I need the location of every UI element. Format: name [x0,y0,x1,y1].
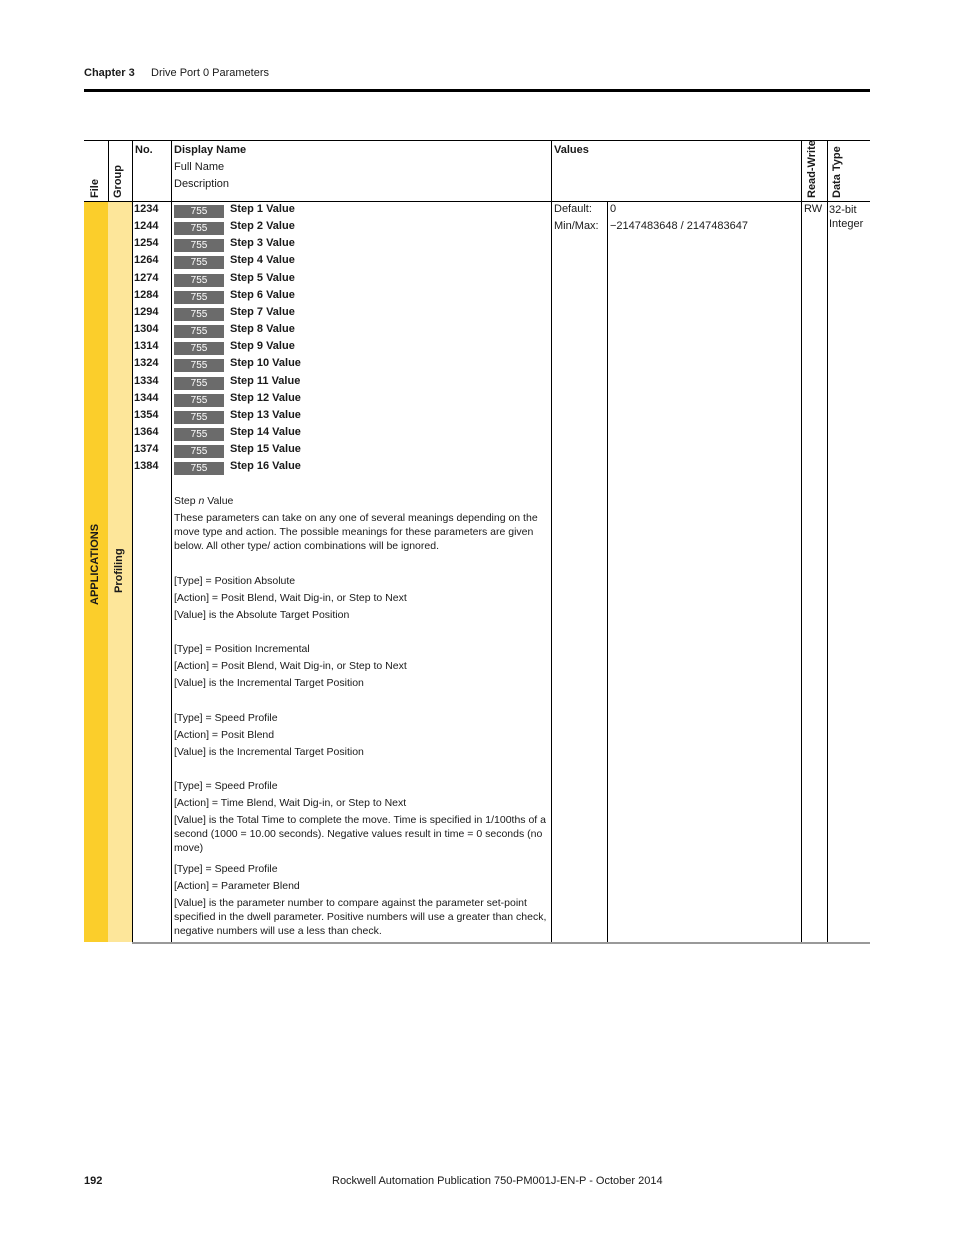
series-tag-badge: 755 [174,359,224,372]
series-tag-badge: 755 [174,377,224,390]
series-tag-badge: 755 [174,239,224,252]
param-number: 1264 [134,254,159,266]
series-tag-badge: 755 [174,308,224,321]
full-name-italic: n [198,495,205,507]
series-tag-badge: 755 [174,205,224,218]
series-tag-badge: 755 [174,428,224,441]
description-line: [Type] = Speed Profile [174,863,278,875]
col-divider [132,140,133,942]
full-name-header: Full Name [174,161,225,173]
series-tag-badge: 755 [174,462,224,475]
no-header: No. [135,144,153,156]
page-number: 192 [84,1175,103,1187]
default-label: Default: [554,203,592,215]
param-display-name: Step 11 Value [230,375,301,387]
publication-info: Rockwell Automation Publication 750-PM001J-EN-P - October 2014 [332,1175,663,1187]
data-type-header: Data Type [831,146,843,198]
series-tag-badge: 755 [174,274,224,287]
param-number: 1254 [134,237,159,249]
full-name-suffix: Value [204,495,234,507]
description-line: [Type] = Speed Profile [174,712,278,724]
description-block [174,642,552,690]
table-bottom-rule [132,942,870,944]
param-display-name: Step 5 Value [230,272,295,284]
param-number: 1354 [134,409,159,421]
description-line: [Action] = Posit Blend, Wait Dig-in, or Step to Next [174,592,407,604]
description-line: [Value] is the Absolute Target Position [174,609,350,621]
param-display-name: Step 14 Value [230,426,301,438]
group-header: Group [112,165,124,198]
series-tag-badge: 755 [174,256,224,269]
param-display-name: Step 13 Value [230,409,301,421]
series-tag-badge: 755 [174,325,224,338]
description-line: [Value] is the parameter number to compare against the parameter set-point specified in the dwell parameter. Positive numbers will use a greater than check, negative numbers will use a less than check. [174,897,547,937]
param-display-name: Step 8 Value [230,323,295,335]
description-line: [Value] is the Incremental Target Position [174,677,364,689]
series-tag-badge: 755 [174,394,224,407]
description-block [174,574,552,622]
param-number: 1244 [134,220,159,232]
file-header: File [89,179,101,198]
param-number: 1304 [134,323,159,335]
description-intro: These parameters can take on any one of several meanings depending on the move type and action. The possible meanings for these parameters are given below. All other type/ action combinations will be ignored. [174,512,538,552]
description-line: [Type] = Position Absolute [174,575,296,587]
chapter-label: Chapter 3 [84,67,135,79]
description-line: [Type] = Speed Profile [174,780,278,792]
param-number: 1374 [134,443,159,455]
param-display-name: Step 6 Value [230,289,295,301]
description-line: [Action] = Time Blend, Wait Dig-in, or Step to Next [174,797,407,809]
param-number: 1324 [134,357,159,369]
header-bottom-rule [84,201,870,202]
param-number: 1284 [134,289,159,301]
series-tag-badge: 755 [174,411,224,424]
col-divider [108,140,109,202]
param-number: 1274 [134,272,159,284]
group-label: Profiling [113,548,125,593]
read-write-value: RW [804,203,823,215]
param-display-name: Step 2 Value [230,220,295,232]
read-write-header: Read-Write [806,140,818,198]
param-display-name: Step 10 Value [230,357,301,369]
series-tag-badge: 755 [174,342,224,355]
series-tag-badge: 755 [174,445,224,458]
description-header: Description [174,178,230,190]
description-line: [Value] is the Total Time to complete the move. Time is specified in 1/100ths of a second (1000 = 10.00 seconds). Negative values result in time = 0 seconds (no move) [174,814,546,854]
description-line: [Action] = Posit Blend [174,729,275,741]
full-name-prefix: Step [174,495,199,507]
data-type-value: 32-bit Integer [829,204,864,230]
minmax-value: −2147483648 / 2147483647 [610,220,748,232]
param-number: 1384 [134,460,159,472]
param-display-name: Step 9 Value [230,340,295,352]
param-number: 1364 [134,426,159,438]
param-display-name: Step 7 Value [230,306,295,318]
values-header: Values [554,144,589,156]
description-line: [Action] = Posit Blend, Wait Dig-in, or Step to Next [174,660,407,672]
description-line: [Type] = Position Incremental [174,643,310,655]
description-line: [Value] is the Incremental Target Position [174,746,364,758]
param-number: 1314 [134,340,159,352]
param-display-name: Step 3 Value [230,237,295,249]
minmax-label: Min/Max: [554,220,599,232]
description-block [174,862,552,938]
display-name-header: Display Name [174,144,247,156]
param-number: 1334 [134,375,159,387]
full-name [174,494,552,508]
default-value: 0 [610,203,617,215]
series-tag-badge: 755 [174,222,224,235]
header-rule [84,89,870,92]
description-block [174,711,552,759]
display-name-header-group [174,142,246,193]
col-divider [607,202,608,942]
param-display-name: Step 15 Value [230,443,301,455]
section-title: Drive Port 0 Parameters [151,67,269,79]
col-divider [801,140,802,942]
file-label: APPLICATIONS [89,523,101,605]
param-display-name: Step 4 Value [230,254,295,266]
param-number: 1294 [134,306,159,318]
param-display-name: Step 12 Value [230,392,301,404]
col-divider [827,140,828,942]
table-top-rule [84,140,870,141]
description-line: [Action] = Parameter Blend [174,880,300,892]
param-number: 1344 [134,392,159,404]
param-display-name: Step 1 Value [230,203,295,215]
description-block [174,779,552,855]
param-number: 1234 [134,203,159,215]
col-divider [171,140,172,942]
parameter-table [84,140,870,944]
series-tag-badge: 755 [174,291,224,304]
param-display-name: Step 16 Value [230,460,301,472]
